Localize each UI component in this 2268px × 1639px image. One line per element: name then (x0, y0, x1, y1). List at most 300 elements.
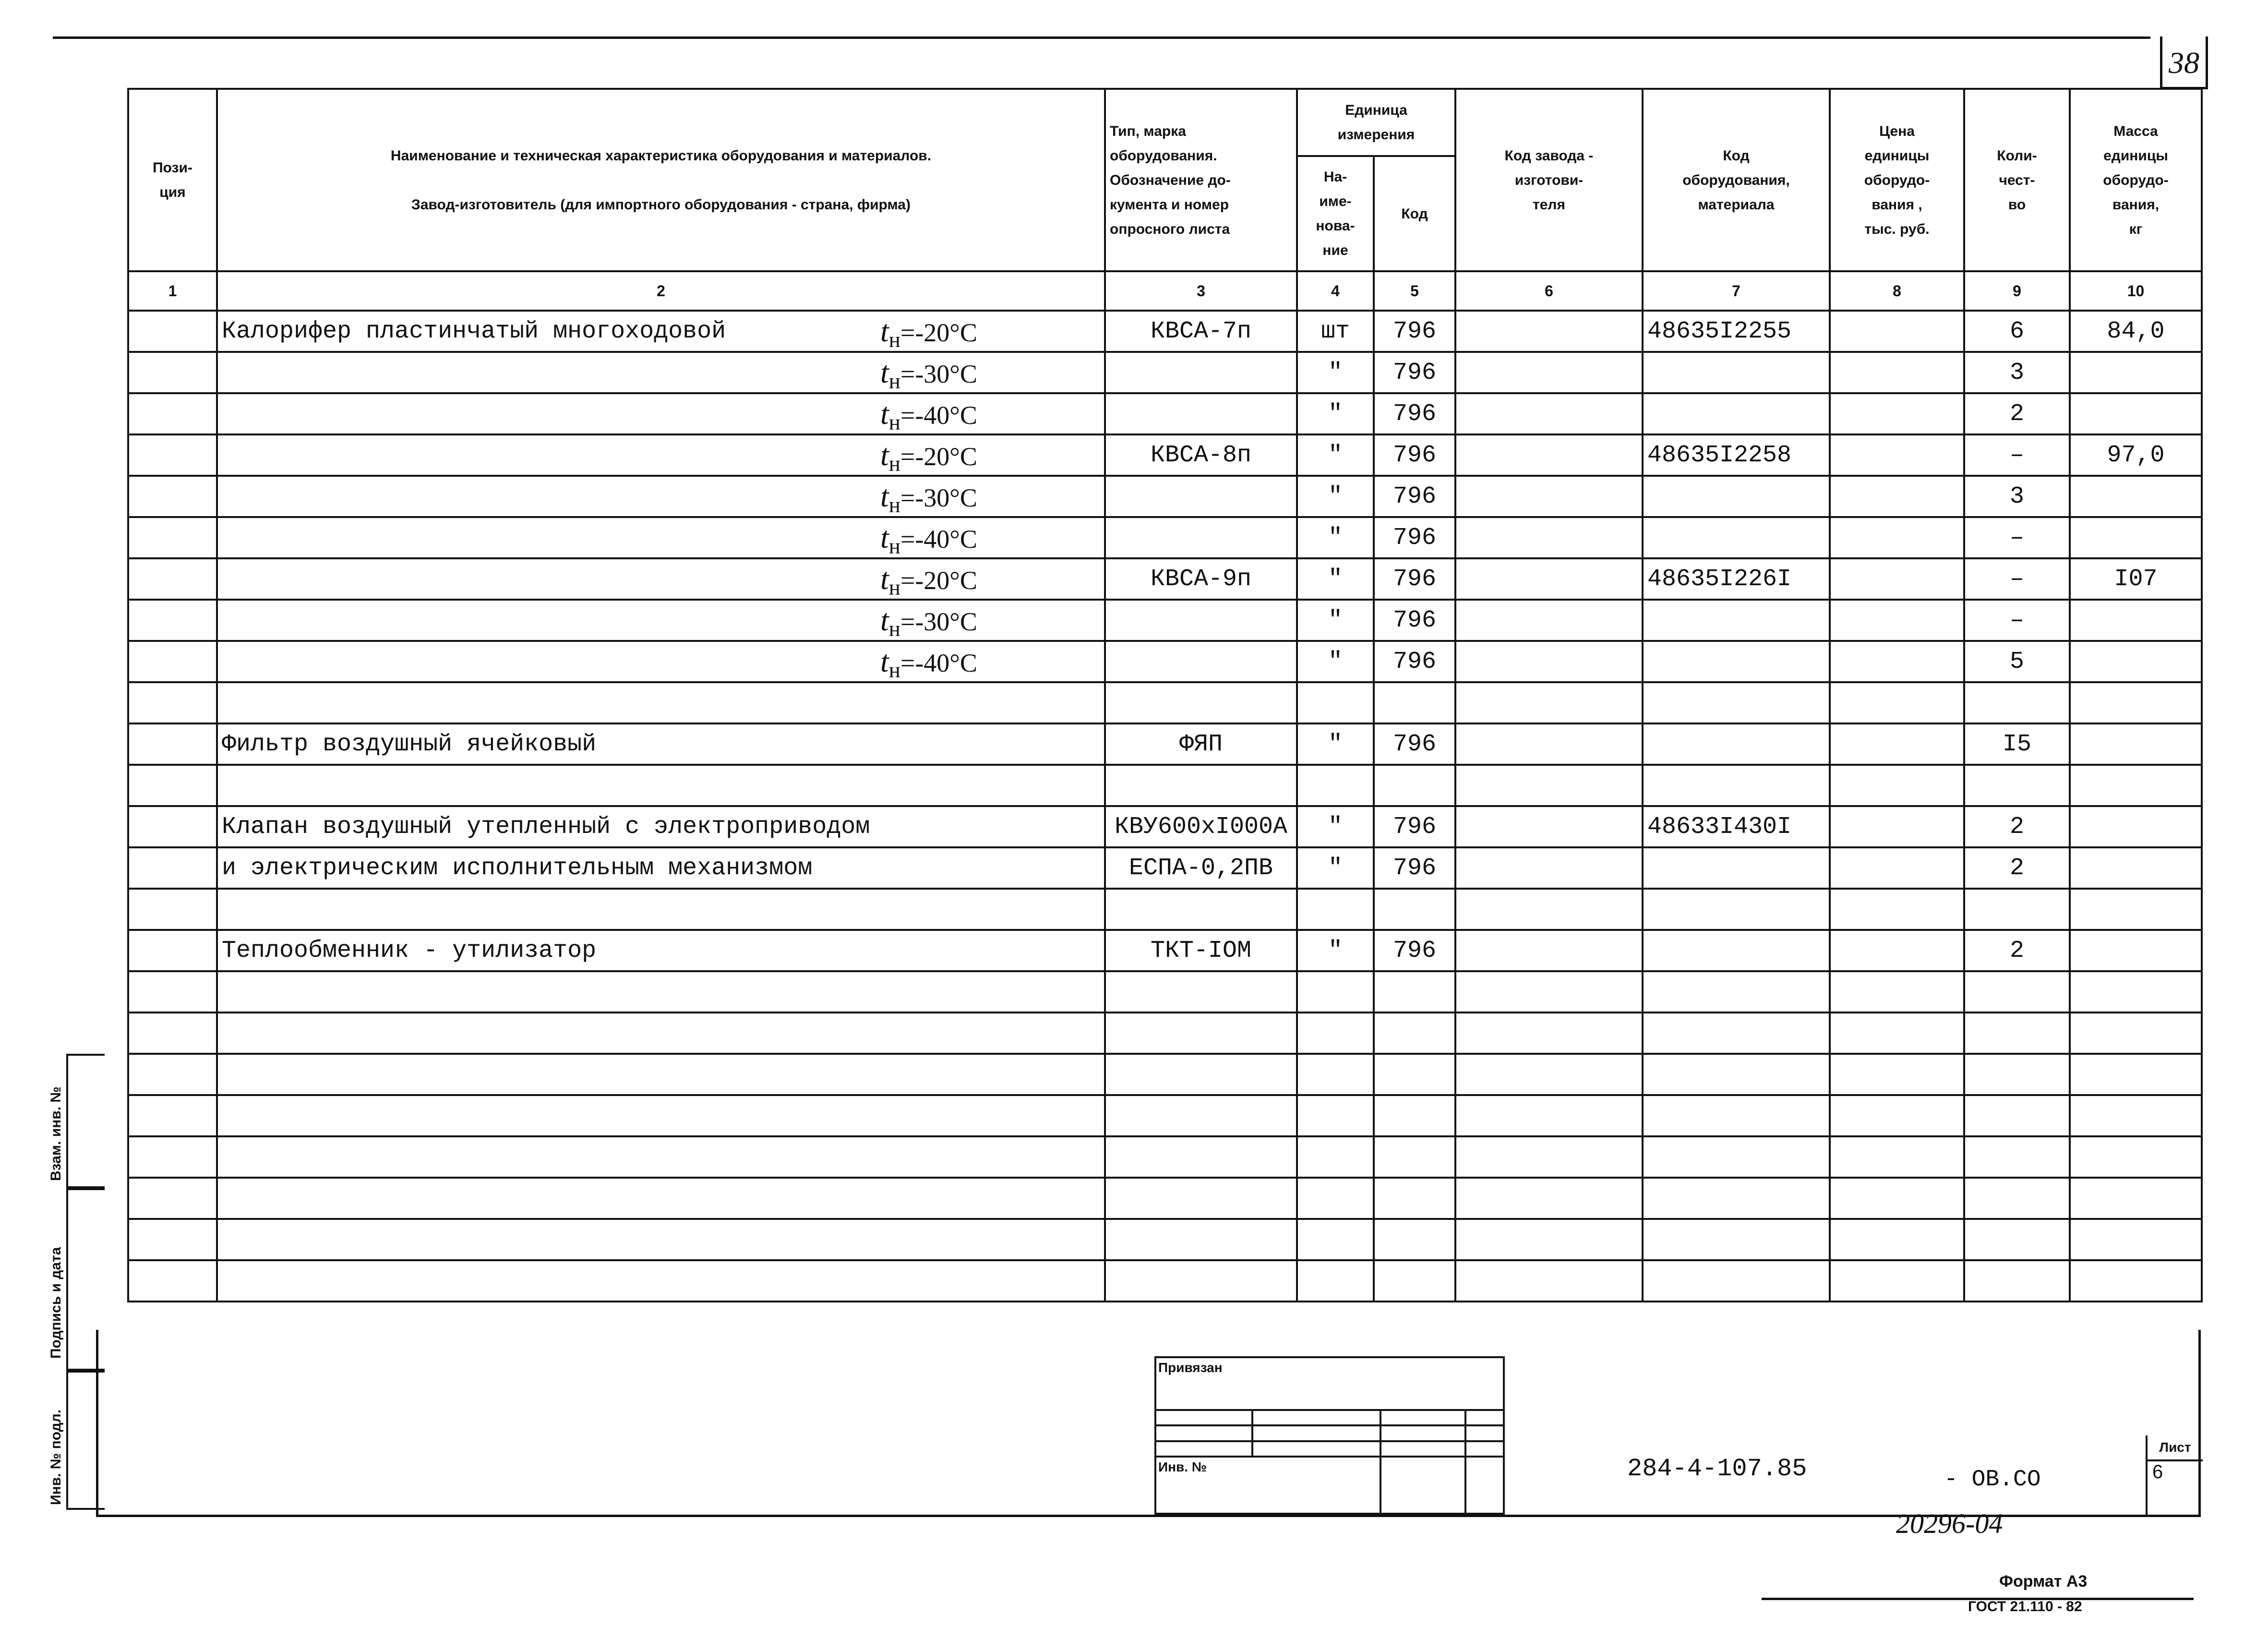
cell-price (1830, 352, 1964, 393)
cell-quantity (1964, 476, 2070, 517)
col-num-2: 2 (217, 271, 1105, 311)
cell-name (217, 517, 1105, 558)
cell-plant-code (1455, 600, 1643, 641)
cell-unit-code (1374, 765, 1455, 806)
cell-unit-code (1374, 558, 1455, 600)
cell-equipment-code (1643, 476, 1830, 517)
cell-name (217, 1012, 1105, 1054)
cell-name (217, 723, 1105, 765)
table-row (128, 311, 2202, 352)
cell-equipment-code (1643, 1178, 1830, 1219)
col-num-9: 9 (1964, 271, 2070, 311)
cell-name (217, 682, 1105, 723)
cell-unit-name (1297, 765, 1374, 806)
archive-number: 20296-04 (1896, 1508, 2003, 1539)
table-row (128, 765, 2202, 806)
cell-quantity (1964, 517, 2070, 558)
cell-position (128, 1054, 217, 1095)
cell-equipment-code (1643, 517, 1830, 558)
cell-unit-name (1297, 1136, 1374, 1178)
mass-text: I07 (2114, 565, 2158, 593)
quantity-text: 3 (2009, 482, 2024, 510)
cell-mass (2070, 930, 2202, 971)
cell-quantity (1964, 1178, 2070, 1219)
cell-unit-name (1297, 476, 1374, 517)
cell-mass (2070, 765, 2202, 806)
cell-mass (2070, 847, 2202, 889)
cell-type (1105, 930, 1297, 971)
cell-mass (2070, 476, 2202, 517)
cell-position (128, 434, 217, 476)
header-unit-code: Код (1374, 156, 1455, 271)
header-unit: Единица измерения (1297, 89, 1455, 156)
temp-value: =-30°C (900, 607, 977, 636)
cell-name (217, 352, 1105, 393)
cell-name (217, 847, 1105, 889)
quantity-text: – (2009, 606, 2024, 634)
document-suffix: - ОВ.СО (1944, 1467, 2041, 1493)
cell-unit-code (1374, 930, 1455, 971)
cell-position (128, 1219, 217, 1260)
table-row (128, 1178, 2202, 1219)
temp-subscript: н (888, 369, 900, 393)
unit-name-text: " (1328, 524, 1343, 552)
cell-plant-code (1455, 393, 1643, 434)
cell-price (1830, 765, 1964, 806)
cell-quantity (1964, 847, 2070, 889)
inv-label: Инв. № (1155, 1457, 1380, 1514)
cell-unit-code (1374, 806, 1455, 847)
table-row (128, 930, 2202, 971)
cell-equipment-code (1643, 1136, 1830, 1178)
cell-type (1105, 1054, 1297, 1095)
table-row (128, 971, 2202, 1012)
cell-unit-name (1297, 1095, 1374, 1136)
quantity-text: – (2009, 524, 2024, 552)
unit-code-text: 796 (1392, 854, 1436, 882)
cell-position (128, 1178, 217, 1219)
side-label-replaced-inv: Взам. инв. № (48, 1086, 64, 1181)
cell-quantity (1964, 971, 2070, 1012)
unit-code-text: 796 (1392, 937, 1436, 964)
cell-price (1830, 847, 1964, 889)
col-num-5: 5 (1374, 271, 1455, 311)
name-text: Фильтр воздушный ячейковый (222, 730, 597, 758)
cell-position (128, 311, 217, 352)
unit-name-text: шт (1320, 317, 1350, 345)
table-row (128, 517, 2202, 558)
cell-equipment-code (1643, 1095, 1830, 1136)
cell-mass (2070, 352, 2202, 393)
cell-mass (2070, 558, 2202, 600)
cell-equipment-code (1643, 352, 1830, 393)
cell-mass (2070, 889, 2202, 930)
cell-name (217, 600, 1105, 641)
cell-type (1105, 847, 1297, 889)
cell-quantity (1964, 558, 2070, 600)
cell-unit-name (1297, 1054, 1374, 1095)
cell-position (128, 641, 217, 682)
unit-code-text: 796 (1392, 524, 1436, 552)
table-row (128, 434, 2202, 476)
table-row (128, 1095, 2202, 1136)
cell-unit-name (1297, 1260, 1374, 1302)
cell-quantity (1964, 1012, 2070, 1054)
cell-type (1105, 765, 1297, 806)
cell-quantity (1964, 434, 2070, 476)
cell-plant-code (1455, 641, 1643, 682)
cell-price (1830, 971, 1964, 1012)
unit-code-text: 796 (1392, 317, 1436, 345)
unit-name-text: " (1328, 813, 1343, 841)
cell-position (128, 930, 217, 971)
cell-unit-name (1297, 723, 1374, 765)
cell-mass (2070, 600, 2202, 641)
cell-unit-code (1374, 1012, 1455, 1054)
temp-symbol: t (880, 355, 889, 389)
quantity-text: 6 (2009, 317, 2024, 345)
cell-unit-code (1374, 393, 1455, 434)
cell-equipment-code (1643, 1054, 1830, 1095)
cell-position (128, 765, 217, 806)
cell-unit-code (1374, 847, 1455, 889)
table-row (128, 806, 2202, 847)
cell-plant-code (1455, 558, 1643, 600)
cell-plant-code (1455, 1260, 1643, 1302)
cell-type (1105, 682, 1297, 723)
cell-unit-name (1297, 393, 1374, 434)
cell-position (128, 1260, 217, 1302)
cell-equipment-code (1643, 393, 1830, 434)
cell-quantity (1964, 352, 2070, 393)
cell-price (1830, 723, 1964, 765)
cell-unit-name (1297, 352, 1374, 393)
cell-type (1105, 1136, 1297, 1178)
cell-type (1105, 806, 1297, 847)
cell-price (1830, 1012, 1964, 1054)
cell-price (1830, 682, 1964, 723)
cell-position (128, 1136, 217, 1178)
cell-plant-code (1455, 930, 1643, 971)
title-block-frame (96, 1330, 2201, 1517)
cell-equipment-code (1643, 1260, 1830, 1302)
unit-name-text: " (1328, 854, 1343, 882)
cell-quantity (1964, 393, 2070, 434)
cell-position (128, 600, 217, 641)
temp-symbol: t (880, 479, 889, 513)
cell-type (1105, 393, 1297, 434)
cell-price (1830, 889, 1964, 930)
cell-equipment-code (1643, 682, 1830, 723)
side-label-inv-original: Инв. № подл. (48, 1409, 64, 1505)
unit-code-text: 796 (1392, 730, 1436, 758)
unit-name-text: " (1328, 359, 1343, 386)
cell-mass (2070, 1054, 2202, 1095)
header-type: Тип, марка оборудования. Обозначение до- кумента и номер опросного листа (1105, 89, 1297, 271)
temp-subscript: н (888, 534, 900, 558)
cell-unit-name (1297, 1219, 1374, 1260)
cell-equipment-code (1643, 971, 1830, 1012)
temp-subscript: н (888, 451, 900, 476)
side-label-signature: Подпись и дата (48, 1247, 64, 1359)
cell-position (128, 971, 217, 1012)
cell-position (128, 352, 217, 393)
bound-label: Привязан (1155, 1357, 1504, 1410)
table-row (128, 558, 2202, 600)
outdoor-temperature (880, 313, 977, 352)
header-quantity: Коли- чест- во (1964, 89, 2070, 271)
cell-name (217, 889, 1105, 930)
cell-equipment-code (1643, 930, 1830, 971)
table-row (128, 723, 2202, 765)
unit-name-text: " (1328, 441, 1343, 469)
cell-position (128, 847, 217, 889)
equipment-code-text: 48635I2255 (1647, 317, 1792, 345)
cell-equipment-code (1643, 1219, 1830, 1260)
temp-symbol: t (880, 438, 889, 472)
cell-type (1105, 476, 1297, 517)
cell-mass (2070, 311, 2202, 352)
cell-plant-code (1455, 971, 1643, 1012)
list-value: 6 (2152, 1461, 2163, 1482)
cell-equipment-code (1643, 806, 1830, 847)
temp-symbol: t (880, 314, 889, 348)
type-text: ФЯП (1179, 730, 1223, 758)
cell-unit-code (1374, 1260, 1455, 1302)
header-position: Пози- ция (128, 89, 217, 271)
cell-mass (2070, 1012, 2202, 1054)
cell-equipment-code (1643, 723, 1830, 765)
col-num-4: 4 (1297, 271, 1374, 311)
cell-price (1830, 1219, 1964, 1260)
cell-unit-code (1374, 971, 1455, 1012)
cell-position (128, 1095, 217, 1136)
top-border (53, 36, 2150, 39)
cell-plant-code (1455, 476, 1643, 517)
outdoor-temperature (880, 603, 977, 641)
cell-position (128, 889, 217, 930)
cell-quantity (1964, 930, 2070, 971)
cell-mass (2070, 1178, 2202, 1219)
cell-unit-code (1374, 352, 1455, 393)
format-label: Формат А3 (1999, 1572, 2088, 1591)
cell-equipment-code (1643, 1012, 1830, 1054)
cell-unit-name (1297, 971, 1374, 1012)
table-row (128, 393, 2202, 434)
outdoor-temperature (880, 355, 977, 393)
cell-unit-code (1374, 682, 1455, 723)
cell-unit-name (1297, 517, 1374, 558)
cell-position (128, 517, 217, 558)
temp-subscript: н (888, 575, 900, 600)
cell-plant-code (1455, 434, 1643, 476)
temp-symbol: t (880, 562, 889, 596)
table-row (128, 1219, 2202, 1260)
unit-code-text: 796 (1392, 441, 1436, 469)
table-row (128, 1054, 2202, 1095)
gost-label: ГОСТ 21.110 - 82 (1968, 1599, 2082, 1615)
cell-quantity (1964, 1095, 2070, 1136)
cell-plant-code (1455, 806, 1643, 847)
cell-mass (2070, 434, 2202, 476)
unit-name-text: " (1328, 648, 1343, 675)
cell-plant-code (1455, 1136, 1643, 1178)
col-num-3: 3 (1105, 271, 1297, 311)
cell-mass (2070, 517, 2202, 558)
cell-unit-code (1374, 434, 1455, 476)
cell-type (1105, 311, 1297, 352)
cell-type (1105, 1178, 1297, 1219)
cell-name (217, 765, 1105, 806)
cell-unit-code (1374, 641, 1455, 682)
cell-plant-code (1455, 889, 1643, 930)
cell-type (1105, 1219, 1297, 1260)
unit-code-text: 796 (1392, 813, 1436, 841)
cell-unit-name (1297, 434, 1374, 476)
name-text: Клапан воздушный утепленный с электроприводом (222, 813, 870, 841)
cell-quantity (1964, 1219, 2070, 1260)
side-box-replaced-inv (66, 1054, 105, 1188)
type-text: КВСА-9п (1150, 565, 1252, 593)
outdoor-temperature (880, 520, 977, 558)
cell-unit-code (1374, 517, 1455, 558)
cell-unit-code (1374, 476, 1455, 517)
cell-price (1830, 930, 1964, 971)
col-num-6: 6 (1455, 271, 1643, 311)
cell-price (1830, 393, 1964, 434)
temp-subscript: н (888, 327, 900, 352)
cell-name (217, 476, 1105, 517)
sheet-list-box (2146, 1435, 2203, 1517)
cell-mass (2070, 1095, 2202, 1136)
cell-name (217, 1219, 1105, 1260)
table-row (128, 476, 2202, 517)
unit-code-text: 796 (1392, 482, 1436, 510)
quantity-text: 2 (2009, 937, 2024, 964)
cell-plant-code (1455, 1178, 1643, 1219)
unit-name-text: " (1328, 482, 1343, 510)
cell-type (1105, 889, 1297, 930)
cell-position (128, 1012, 217, 1054)
cell-name (217, 1054, 1105, 1095)
table-row (128, 1260, 2202, 1302)
binding-stamp (1154, 1356, 1505, 1515)
cell-price (1830, 1178, 1964, 1219)
temp-value: =-20°C (900, 442, 977, 471)
cell-unit-name (1297, 311, 1374, 352)
cell-name (217, 1095, 1105, 1136)
table-row (128, 682, 2202, 723)
unit-code-text: 796 (1392, 400, 1436, 428)
header-mass: Масса единицы оборудо- вания, кг (2070, 89, 2202, 271)
temp-subscript: н (888, 410, 900, 434)
temp-symbol: t (880, 397, 889, 431)
cell-price (1830, 517, 1964, 558)
cell-unit-code (1374, 1054, 1455, 1095)
cell-mass (2070, 723, 2202, 765)
cell-position (128, 558, 217, 600)
cell-name (217, 434, 1105, 476)
cell-equipment-code (1643, 765, 1830, 806)
cell-name (217, 1260, 1105, 1302)
header-name: Наименование и техническая характеристика оборудования и материалов. Завод-изготовитель (для импортного оборудования - страна, фирма) (217, 89, 1105, 271)
unit-code-text: 796 (1392, 359, 1436, 386)
temp-subscript: н (888, 493, 900, 517)
cell-plant-code (1455, 1012, 1643, 1054)
temp-value: =-20°C (900, 318, 977, 347)
cell-type (1105, 600, 1297, 641)
cell-plant-code (1455, 847, 1643, 889)
type-text: ЕСПА-0,2ПВ (1128, 854, 1273, 882)
cell-unit-code (1374, 600, 1455, 641)
cell-equipment-code (1643, 600, 1830, 641)
name-text: Калорифер пластинчатый многоходовой (222, 317, 726, 345)
mass-text: 97,0 (2107, 441, 2165, 469)
specification-table (127, 88, 2203, 1302)
cell-name (217, 1136, 1105, 1178)
cell-position (128, 682, 217, 723)
cell-position (128, 723, 217, 765)
cell-unit-name (1297, 1012, 1374, 1054)
temp-symbol: t (880, 520, 889, 554)
cell-position (128, 806, 217, 847)
header-equipment-code: Код оборудования, материала (1643, 89, 1830, 271)
cell-plant-code (1455, 1095, 1643, 1136)
cell-name (217, 393, 1105, 434)
quantity-text: 3 (2009, 359, 2024, 386)
cell-unit-name (1297, 847, 1374, 889)
cell-price (1830, 600, 1964, 641)
cell-unit-name (1297, 682, 1374, 723)
cell-quantity (1964, 1260, 2070, 1302)
cell-price (1830, 476, 1964, 517)
quantity-text: 2 (2009, 813, 2024, 841)
cell-price (1830, 806, 1964, 847)
cell-equipment-code (1643, 889, 1830, 930)
equipment-code-text: 48635I226I (1647, 565, 1792, 593)
equipment-code-text: 48635I2258 (1647, 441, 1792, 469)
cell-quantity (1964, 765, 2070, 806)
header-price: Цена единицы оборудо- вания , тыс. руб. (1830, 89, 1964, 271)
cell-type (1105, 971, 1297, 1012)
cell-price (1830, 1054, 1964, 1095)
cell-price (1830, 434, 1964, 476)
cell-mass (2070, 806, 2202, 847)
outdoor-temperature (880, 396, 977, 434)
quantity-text: 5 (2009, 648, 2024, 675)
cell-name (217, 558, 1105, 600)
cell-position (128, 393, 217, 434)
equipment-code-text: 48633I430I (1647, 813, 1792, 841)
cell-quantity (1964, 1054, 2070, 1095)
quantity-text: – (2009, 565, 2024, 593)
cell-type (1105, 517, 1297, 558)
table-row (128, 847, 2202, 889)
cell-price (1830, 311, 1964, 352)
cell-unit-code (1374, 723, 1455, 765)
cell-type (1105, 434, 1297, 476)
column-numbers-row (128, 271, 2202, 311)
unit-name-text: " (1328, 400, 1343, 428)
header-plant-code: Код завода - изготови- теля (1455, 89, 1643, 271)
table-row (128, 1012, 2202, 1054)
quantity-text: – (2009, 441, 2024, 469)
cell-plant-code (1455, 1219, 1643, 1260)
cell-name (217, 806, 1105, 847)
cell-type (1105, 723, 1297, 765)
quantity-text: 2 (2009, 400, 2024, 428)
name-text: и электрическим исполнительным механизмом (222, 854, 813, 882)
